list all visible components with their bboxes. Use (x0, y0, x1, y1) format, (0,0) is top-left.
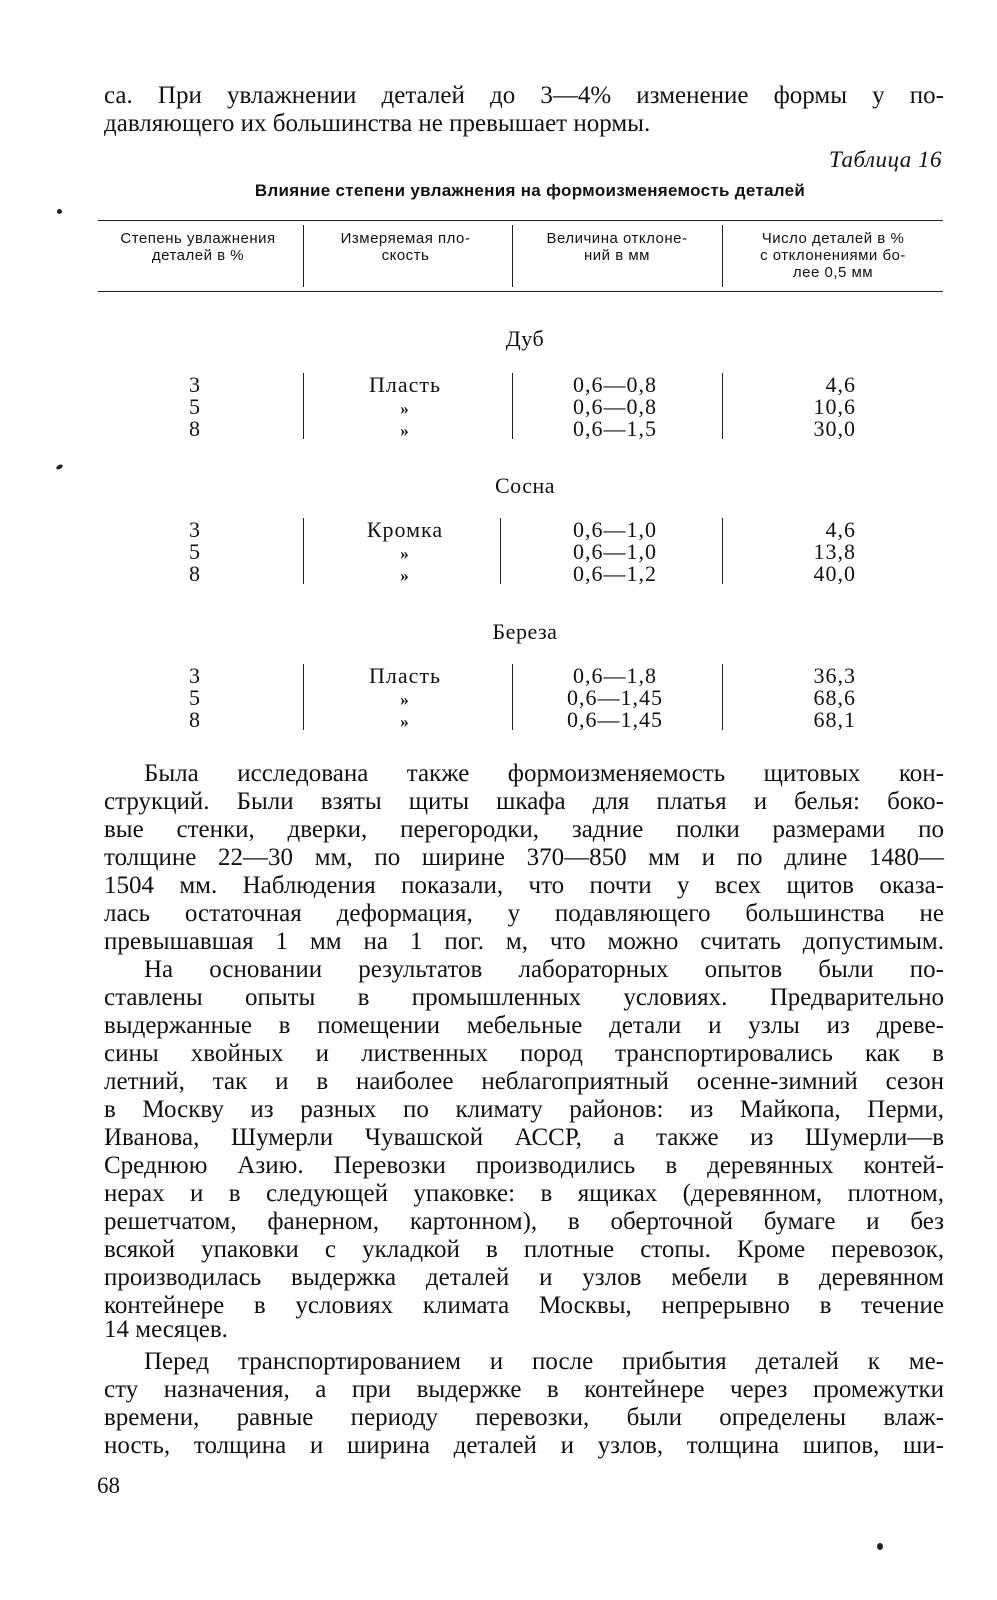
body-line: решетчатом, фанерном, картонном), в оберточной бумаге и без (104, 1208, 944, 1235)
cell-count: 40,0 (813, 561, 856, 586)
cell-count: 4,6 (825, 372, 856, 397)
column-divider (512, 664, 513, 730)
column-header-deviation: Величина отклоне- ний в мм (546, 230, 688, 264)
cell-count: 13,8 (813, 539, 856, 564)
cell-moisture: 8 (189, 416, 201, 441)
column-divider (722, 664, 723, 730)
table-label: Таблица 16 (828, 147, 942, 172)
body-line: струкций. Были взяты щиты шкафа для платья и белья: боко- (104, 788, 944, 815)
body-line: в Москву из разных по климату районов: из Майкопа, Перми, (104, 1096, 944, 1123)
body-line: производилась выдержка деталей и узлов мебели в деревянном (104, 1264, 944, 1291)
cell-deviation: 0,6—1,45 (567, 685, 663, 710)
cell-deviation: 0,6—0,8 (573, 394, 657, 419)
cell-moisture: 5 (189, 539, 201, 564)
body-line: толщине 22—30 мм, по ширине 370—850 мм и по длине 1480— (104, 844, 944, 871)
body-line: времени, равные периоду перевозки, были определены влаж- (104, 1404, 944, 1431)
column-divider (500, 518, 501, 584)
group-title-oak: Дуб (505, 326, 545, 351)
column-divider (512, 373, 513, 439)
column-divider (303, 518, 304, 584)
table-top-rule (98, 220, 943, 221)
cell-surface: Пласть (368, 372, 442, 397)
cell-deviation: 0,6—0,8 (573, 372, 657, 397)
body-line: вые стенки, дверки, перегородки, задние полки размерами по (104, 816, 944, 843)
cell-deviation: 0,6—1,0 (573, 539, 657, 564)
column-header-moisture: Степень увлажнения деталей в % (120, 230, 276, 264)
header-divider (303, 225, 304, 287)
header-divider (512, 225, 513, 287)
body-line: На основании результатов лабораторных опытов были по- (144, 956, 944, 983)
cell-moisture: 5 (189, 685, 201, 710)
intro-line: са. При увлажнении деталей до 3—4% изменение формы у по- (104, 82, 944, 109)
column-divider (722, 518, 723, 584)
body-line: Иванова, Шумерли Чувашской АССР, а также из Шумерли—в (104, 1124, 944, 1151)
body-line: Перед транспортированием и после прибытия деталей к ме- (144, 1348, 944, 1375)
cell-surface-ditto: » (400, 399, 410, 418)
cell-moisture: 8 (189, 707, 201, 732)
cell-moisture: 3 (189, 663, 201, 688)
body-line: контейнере в условиях климата Москвы, непрерывно в течение (104, 1292, 944, 1319)
cell-count: 10,6 (813, 394, 856, 419)
body-line: выдержанные в помещении мебельные детали и узлы из древе- (104, 1012, 944, 1039)
cell-deviation: 0,6—1,0 (573, 517, 657, 542)
body-line: 1504 мм. Наблюдения показали, что почти у всех щитов оказа- (104, 872, 944, 899)
print-speck (57, 209, 62, 214)
page-number: 68 (97, 1473, 120, 1498)
body-line: летний, так и в наиболее неблагоприятный осенне-зимний сезон (104, 1068, 944, 1095)
cell-surface: Пласть (368, 663, 442, 688)
body-line: 14 месяцев. (104, 1316, 228, 1343)
column-divider (303, 373, 304, 439)
body-line: нерах и в следующей упаковке: в ящиках (деревянном, плотном, (104, 1180, 944, 1207)
cell-deviation: 0,6—1,8 (573, 663, 657, 688)
table-header-rule (98, 291, 943, 292)
group-title-pine: Сосна (494, 473, 556, 498)
cell-moisture: 8 (189, 561, 201, 586)
group-title-birch: Береза (492, 619, 558, 644)
cell-surface-ditto: » (400, 566, 410, 585)
cell-surface-ditto: » (400, 544, 410, 563)
cell-moisture: 5 (189, 394, 201, 419)
cell-surface: Кромка (366, 517, 444, 542)
column-header-surface: Измеряемая пло- скость (340, 230, 471, 264)
cell-count: 4,6 (825, 517, 856, 542)
column-divider (303, 664, 304, 730)
body-line: Была исследована также формоизменяемость щитовых кон- (144, 760, 944, 787)
header-divider (722, 225, 723, 287)
intro-line: давляющего их большинства не превышает нормы. (104, 110, 651, 137)
cell-count: 36,3 (813, 663, 856, 688)
body-line: Среднюю Азию. Перевозки производились в деревянных контей- (104, 1152, 944, 1179)
body-line: сту назначения, а при выдержке в контейнере через промежутки (104, 1376, 944, 1403)
cell-deviation: 0,6—1,2 (573, 561, 657, 586)
cell-count: 68,1 (813, 707, 856, 732)
body-line: ставлены опыты в промышленных условиях. Предварительно (104, 984, 944, 1011)
cell-moisture: 3 (189, 372, 201, 397)
cell-surface-ditto: » (400, 712, 410, 731)
cell-deviation: 0,6—1,5 (573, 416, 657, 441)
cell-moisture: 3 (189, 517, 201, 542)
cell-count: 68,6 (813, 685, 856, 710)
column-divider (722, 373, 723, 439)
print-speck (55, 464, 63, 471)
cell-count: 30,0 (813, 416, 856, 441)
cell-deviation: 0,6—1,45 (567, 707, 663, 732)
table-title: Влияние степени увлажнения на формоизменяемость деталей (254, 181, 806, 200)
body-line: сины хвойных и лиственных пород транспортировались как в (104, 1040, 944, 1067)
body-line: лась остаточная деформация, у подавляющего большинства не (104, 900, 944, 927)
print-speck (877, 1543, 883, 1550)
cell-surface-ditto: » (400, 690, 410, 709)
body-line: ность, толщина и ширина деталей и узлов, толщина шипов, ши- (104, 1432, 944, 1459)
body-line: всякой упаковки с укладкой в плотные стопы. Кроме перевозок, (104, 1236, 944, 1263)
cell-surface-ditto: » (400, 421, 410, 440)
column-header-count: Число деталей в % с отклонениями бо- лее 0,5 мм (760, 230, 906, 281)
body-line: превышавшая 1 мм на 1 пог. м, что можно считать допустимым. (104, 928, 944, 955)
